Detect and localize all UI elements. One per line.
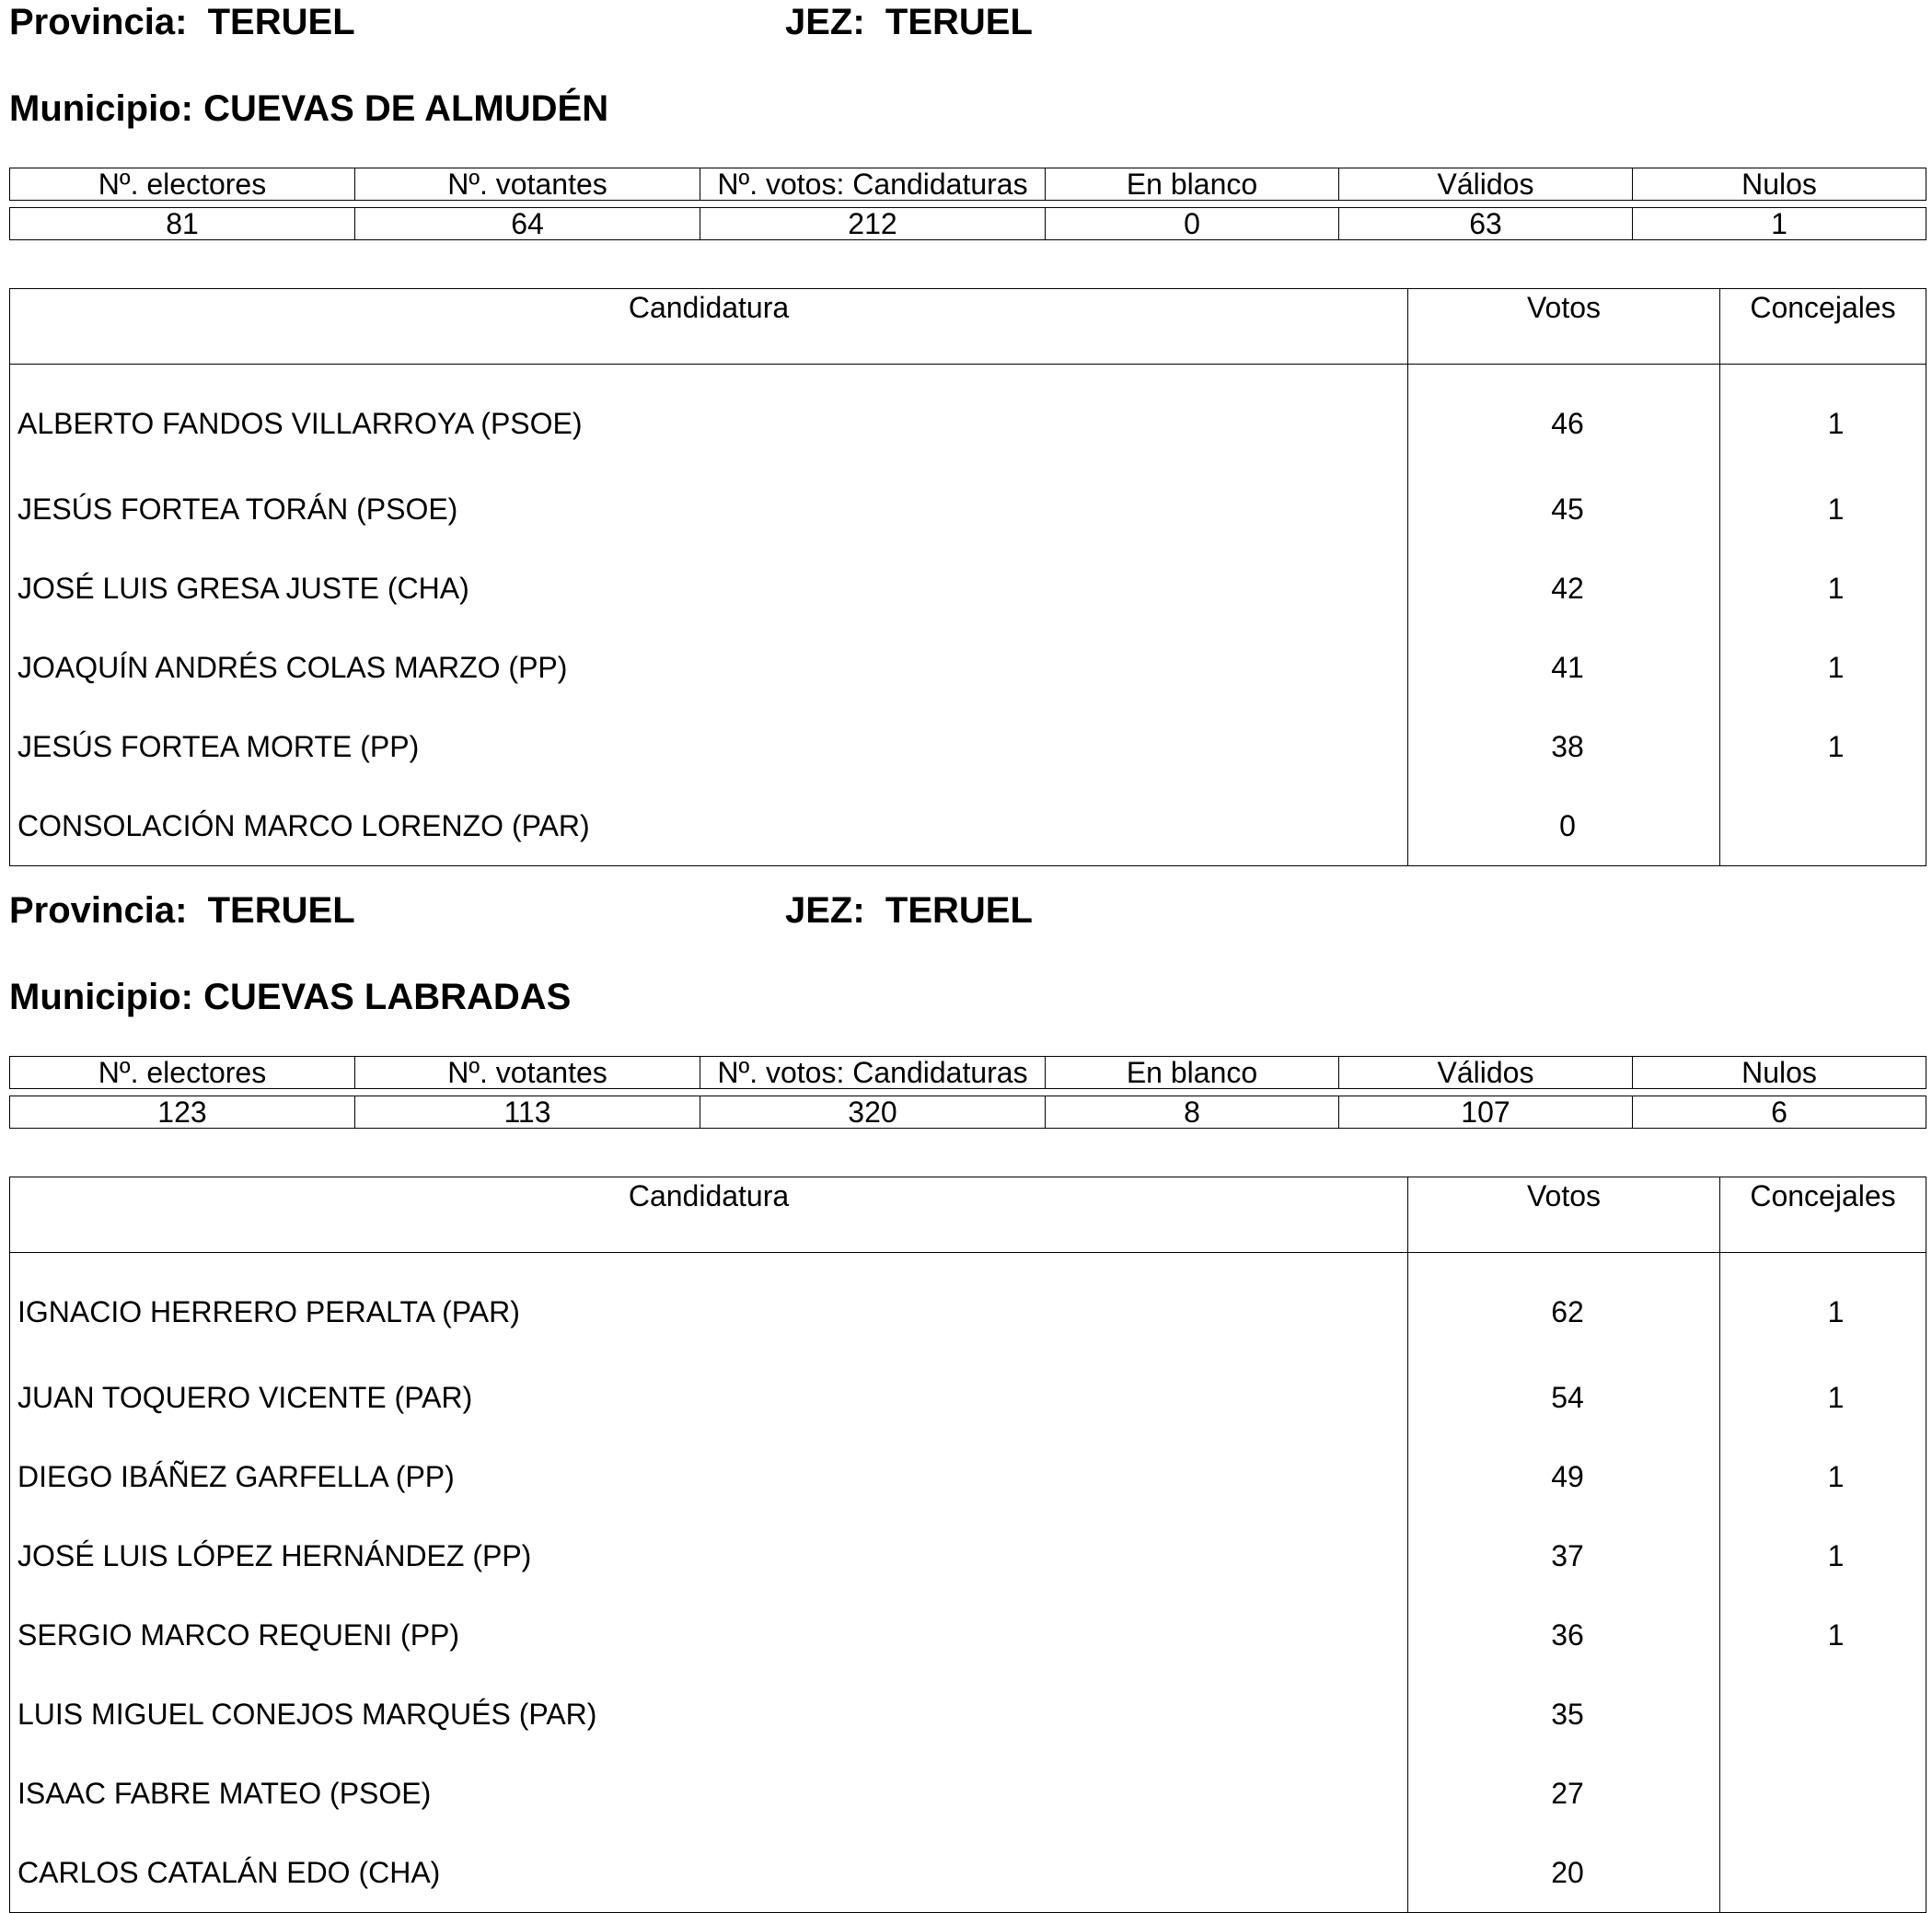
summary-gap — [10, 201, 1926, 208]
candidate-votes: 49 — [1408, 1437, 1720, 1516]
candidates-table — [9, 1177, 1926, 1913]
jez-label: JEZ: TERUEL — [785, 890, 1033, 931]
table-row — [10, 470, 1926, 549]
candidate-concejales: 1 — [1720, 1358, 1926, 1437]
municipio-title: Municipio: CUEVAS DE ALMUDÉN — [9, 88, 609, 129]
summary-value-row — [10, 208, 1926, 240]
summary-value-cell: 113 — [355, 1096, 700, 1129]
candidate-concejales: 1 — [1720, 628, 1926, 707]
summary-header-cell: En blanco — [1046, 1057, 1339, 1089]
summary-header-cell: En blanco — [1046, 168, 1339, 201]
municipio-section — [0, 888, 1932, 1889]
table-row — [10, 628, 1926, 707]
summary-value-cell: 212 — [700, 208, 1046, 240]
concejales-header: Concejales — [1720, 289, 1926, 365]
summary-header-cell: Nº. electores — [10, 1057, 355, 1089]
table-row — [10, 707, 1926, 786]
summary-value-cell: 320 — [700, 1096, 1046, 1129]
candidate-votes: 62 — [1408, 1253, 1720, 1359]
municipio-title: Municipio: CUEVAS LABRADAS — [9, 977, 572, 1017]
candidate-name: SERGIO MARCO REQUENI (PP) — [10, 1595, 1408, 1675]
candidatura-header: Candidatura — [10, 289, 1408, 365]
table-row — [10, 1253, 1926, 1359]
candidate-name: CARLOS CATALÁN EDO (CHA) — [10, 1833, 1408, 1913]
candidates-header-row — [10, 1177, 1926, 1253]
summary-header-cell: Nº. votantes — [355, 168, 700, 201]
candidate-concejales: 1 — [1720, 1253, 1926, 1359]
candidate-concejales: 1 — [1720, 707, 1926, 786]
summary-header-cell: Nulos — [1633, 168, 1926, 201]
candidatura-header: Candidatura — [10, 1177, 1408, 1253]
table-row — [10, 365, 1926, 470]
candidate-votes: 0 — [1408, 786, 1720, 866]
candidate-name: CONSOLACIÓN MARCO LORENZO (PAR) — [10, 786, 1408, 866]
candidate-name: DIEGO IBÁÑEZ GARFELLA (PP) — [10, 1437, 1408, 1516]
votos-header: Votos — [1408, 1177, 1720, 1253]
summary-value-cell: 8 — [1046, 1096, 1339, 1129]
table-row — [10, 1516, 1926, 1595]
summary-value-cell: 1 — [1633, 208, 1926, 240]
table-row — [10, 786, 1926, 866]
candidate-name: JESÚS FORTEA MORTE (PP) — [10, 707, 1408, 786]
candidate-concejales: 1 — [1720, 1437, 1926, 1516]
candidate-concejales: 1 — [1720, 549, 1926, 628]
summary-value-cell: 0 — [1046, 208, 1339, 240]
candidate-concejales: 1 — [1720, 365, 1926, 470]
candidates-table — [9, 288, 1926, 866]
summary-header-cell: Válidos — [1339, 1057, 1633, 1089]
candidates-header-row — [10, 289, 1926, 365]
table-row — [10, 1754, 1926, 1833]
candidate-votes: 35 — [1408, 1675, 1720, 1754]
summary-value-cell: 63 — [1339, 208, 1633, 240]
jez-label: JEZ: TERUEL — [785, 2, 1033, 42]
summary-value-cell: 123 — [10, 1096, 355, 1129]
table-row — [10, 549, 1926, 628]
candidate-concejales — [1720, 1833, 1926, 1913]
table-row — [10, 1437, 1926, 1516]
candidate-concejales: 1 — [1720, 470, 1926, 549]
candidate-votes: 38 — [1408, 707, 1720, 786]
provincia-label: Provincia: TERUEL — [9, 890, 355, 931]
summary-value-cell: 6 — [1633, 1096, 1926, 1129]
table-row — [10, 1358, 1926, 1437]
candidate-concejales — [1720, 1675, 1926, 1754]
table-row — [10, 1675, 1926, 1754]
candidate-name: JOSÉ LUIS GRESA JUSTE (CHA) — [10, 549, 1408, 628]
municipio-section — [0, 0, 1932, 888]
summary-value-row — [10, 1096, 1926, 1129]
summary-header-cell: Nº. electores — [10, 168, 355, 201]
provincia-label: Provincia: TERUEL — [9, 2, 355, 42]
candidate-votes: 46 — [1408, 365, 1720, 470]
summary-header-cell: Nº. votos: Candidaturas — [700, 168, 1046, 201]
table-row — [10, 1595, 1926, 1675]
summary-value-cell: 81 — [10, 208, 355, 240]
candidate-votes: 45 — [1408, 470, 1720, 549]
summary-value-cell: 64 — [355, 208, 700, 240]
candidate-concejales: 1 — [1720, 1516, 1926, 1595]
concejales-header: Concejales — [1720, 1177, 1926, 1253]
summary-value-cell: 107 — [1339, 1096, 1633, 1129]
candidate-concejales — [1720, 786, 1926, 866]
summary-header-row — [10, 1057, 1926, 1089]
candidate-name: JUAN TOQUERO VICENTE (PAR) — [10, 1358, 1408, 1437]
summary-table — [9, 1056, 1926, 1129]
candidate-name: LUIS MIGUEL CONEJOS MARQUÉS (PAR) — [10, 1675, 1408, 1754]
candidate-name: IGNACIO HERRERO PERALTA (PAR) — [10, 1253, 1408, 1359]
summary-header-cell: Nº. votantes — [355, 1057, 700, 1089]
summary-header-cell: Nulos — [1633, 1057, 1926, 1089]
summary-header-row — [10, 168, 1926, 201]
summary-header-cell: Válidos — [1339, 168, 1633, 201]
summary-gap — [10, 1089, 1926, 1096]
candidate-votes: 42 — [1408, 549, 1720, 628]
candidate-concejales — [1720, 1754, 1926, 1833]
candidate-name: ALBERTO FANDOS VILLARROYA (PSOE) — [10, 365, 1408, 470]
candidate-votes: 36 — [1408, 1595, 1720, 1675]
candidate-name: JOSÉ LUIS LÓPEZ HERNÁNDEZ (PP) — [10, 1516, 1408, 1595]
candidate-votes: 41 — [1408, 628, 1720, 707]
votos-header: Votos — [1408, 289, 1720, 365]
candidate-votes: 27 — [1408, 1754, 1720, 1833]
summary-table — [9, 168, 1926, 240]
table-row — [10, 1833, 1926, 1913]
candidate-name: ISAAC FABRE MATEO (PSOE) — [10, 1754, 1408, 1833]
candidate-votes: 20 — [1408, 1833, 1720, 1913]
candidate-votes: 54 — [1408, 1358, 1720, 1437]
summary-header-cell: Nº. votos: Candidaturas — [700, 1057, 1046, 1089]
candidate-concejales: 1 — [1720, 1595, 1926, 1675]
candidate-name: JESÚS FORTEA TORÁN (PSOE) — [10, 470, 1408, 549]
candidate-votes: 37 — [1408, 1516, 1720, 1595]
candidate-name: JOAQUÍN ANDRÉS COLAS MARZO (PP) — [10, 628, 1408, 707]
